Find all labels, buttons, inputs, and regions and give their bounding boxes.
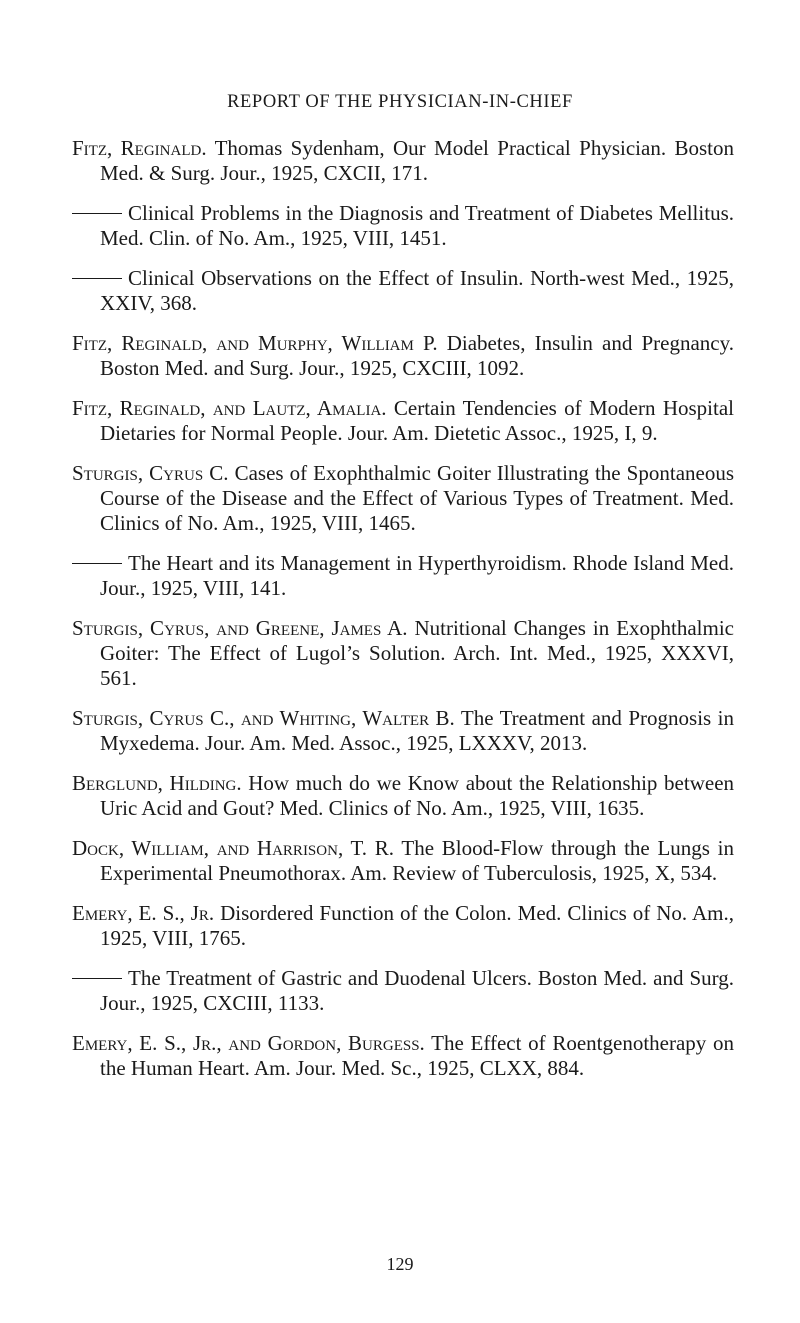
ditto-dash [72, 213, 122, 214]
entry-text: Nutritional Changes in Exophthalmic Goiter: The Effect of Lugol’s Solution. Arch. Int. Med., 1925, XXXVI, 561. [100, 616, 734, 690]
bibliography-entry [72, 836, 734, 886]
entry-text: Diabetes, Insulin and Pregnancy. Boston Med. and Surg. Jour., 1925, CXCIII, 1092. [100, 331, 735, 380]
entry-author: Fitz, Reginald. [72, 136, 207, 160]
entry-text: The Treatment and Prognosis in Myxedema. Jour. Am. Med. Assoc., 1925, LXXXV, 2013. [100, 706, 734, 755]
entry-text: Cases of Exophthalmic Goiter Illustrating the Spontaneous Course of the Disease and the Effect of Various Types of Treatment. Med. Clinics of No. Am., 1925, VIII, 1465. [100, 461, 735, 535]
entry-author: Emery, E. S., Jr., and Gordon, Burgess. [72, 1031, 425, 1055]
entry-text: How much do we Know about the Relationship between Uric Acid and Gout? Med. Clinics of No. Am., 1925, VIII, 1635. [100, 771, 735, 820]
entry-author: Sturgis, Cyrus C. [72, 461, 229, 485]
entry-author: Emery, E. S., Jr. [72, 901, 215, 925]
bibliography-entry [72, 266, 734, 316]
bibliography-entry [72, 136, 734, 186]
bibliography-entry [72, 396, 734, 446]
bibliography-entry [72, 551, 734, 601]
bibliography-entry [72, 706, 734, 756]
bibliography-entry [72, 461, 734, 536]
ditto-dash [72, 563, 122, 564]
entry-author: Dock, William, and Harrison, T. R. [72, 836, 395, 860]
running-head: REPORT OF THE PHYSICIAN-IN-CHIEF [227, 92, 573, 112]
ditto-dash [72, 978, 122, 979]
entry-text: Clinical Problems in the Diagnosis and Treatment of Diabetes Mellitus. Med. Clin. of No. Am., 1925, VIII, 1451. [100, 201, 734, 250]
bibliography-entry [72, 201, 734, 251]
entry-text: Certain Tendencies of Modern Hospital Dietaries for Normal People. Jour. Am. Dietetic Assoc., 1925, I, 9. [100, 396, 735, 445]
bibliography-list [72, 136, 734, 1096]
bibliography-entry [72, 901, 734, 951]
bibliography-entry [72, 1031, 734, 1081]
bibliography-entry [72, 331, 734, 381]
ditto-dash [72, 278, 122, 279]
entry-author: Sturgis, Cyrus C., and Whiting, Walter B. [72, 706, 455, 730]
entry-text: Disordered Function of the Colon. Med. Clinics of No. Am., 1925, VIII, 1765. [100, 901, 734, 950]
entry-author: Berglund, Hilding. [72, 771, 242, 795]
bibliography-entry [72, 616, 734, 691]
entry-text: Clinical Observations on the Effect of Insulin. North-west Med., 1925, XXIV, 368. [100, 266, 734, 315]
entry-text: The Heart and its Management in Hyperthyroidism. Rhode Island Med. Jour., 1925, VIII, 141. [100, 551, 734, 600]
entry-author: Fitz, Reginald, and Lautz, Amalia. [72, 396, 387, 420]
bibliography-entry [72, 966, 734, 1016]
entry-author: Sturgis, Cyrus, and Greene, James A. [72, 616, 408, 640]
entry-text: The Blood-Flow through the Lungs in Experimental Pneumothorax. Am. Review of Tuberculosis, 1925, X, 534. [100, 836, 735, 885]
entry-author: Fitz, Reginald, and Murphy, William P. [72, 331, 438, 355]
entry-text: The Treatment of Gastric and Duodenal Ulcers. Boston Med. and Surg. Jour., 1925, CXCIII, 1133. [100, 966, 734, 1015]
entry-text: The Effect of Roentgenotherapy on the Human Heart. Am. Jour. Med. Sc., 1925, CLXX, 884. [100, 1031, 735, 1080]
bibliography-entry [72, 771, 734, 821]
page-number: 129 [386, 1254, 414, 1274]
entry-text: Thomas Sydenham, Our Model Practical Physician. Boston Med. & Surg. Jour., 1925, CXCII, 171. [100, 136, 734, 185]
